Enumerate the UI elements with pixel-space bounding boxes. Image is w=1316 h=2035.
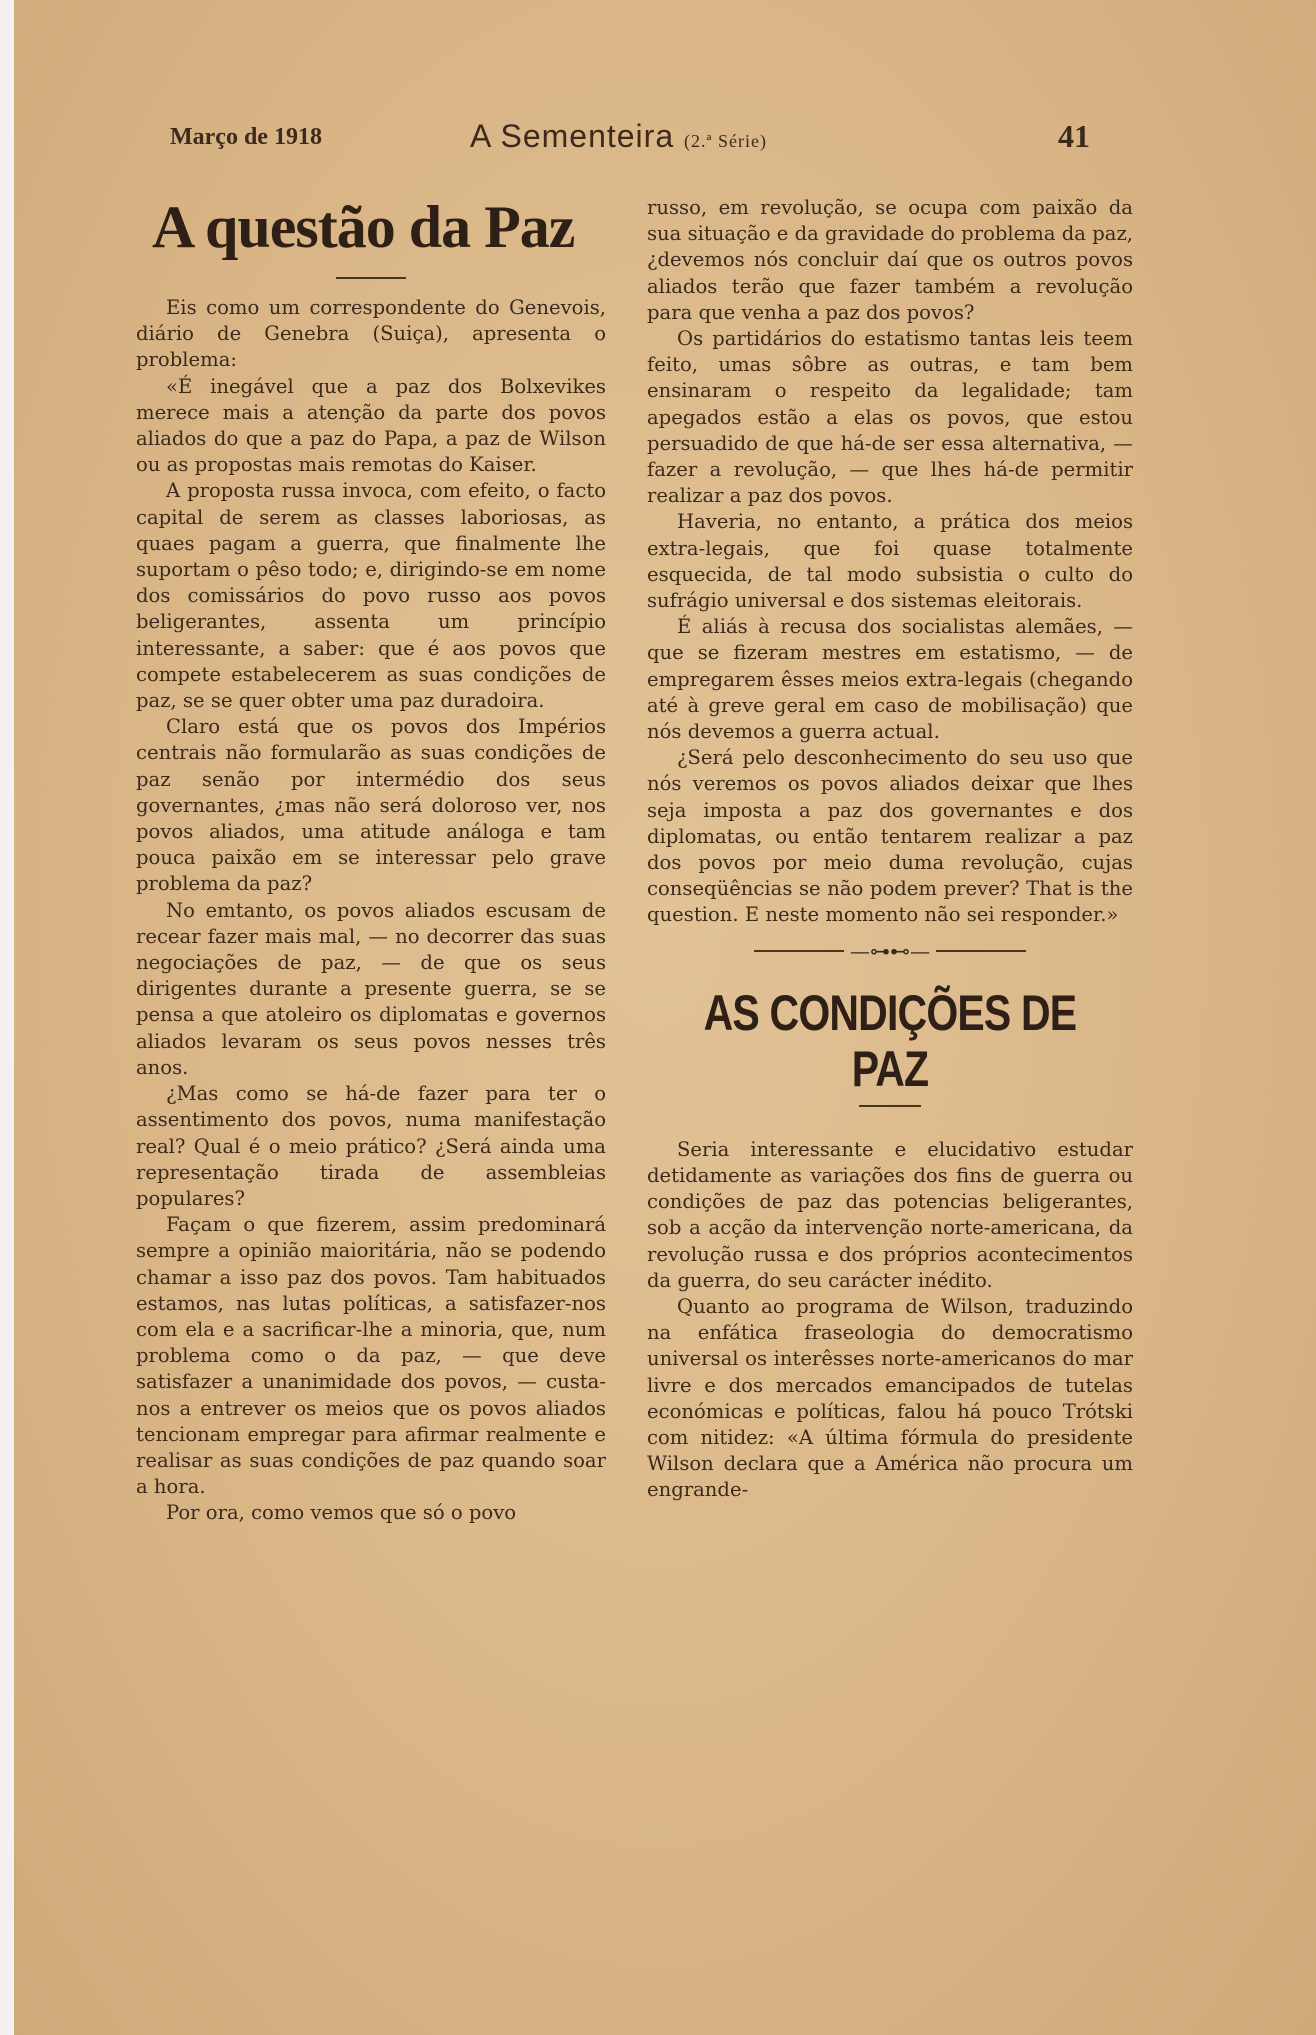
article-title: A questão da Paz: [152, 194, 575, 260]
paragraph: Façam o que fizerem, assim predominará sempre a opinião maioritária, não se podendo chamar a isso paz dos povos. Tam habituados estamos, nas lutas políticas, a satisfazer-nos com ela e a sacrificar-lhe a minoria, que, num problema como o da paz, — que deve satisfazer a unanimidade dos povos, — custa-nos a entrever os meios que os povos aliados tencionam empregar para afirmar realmente e realisar as suas condições de paz quando soar a hora.: [136, 1213, 606, 1499]
paragraph: É aliás à recusa dos socialistas alemães, — que se fizeram mestres em estatismo, — de empregarem êsses meios extra-legais (chegando até à greve geral em caso de mobilisação) que nós devemos a guerra actual.: [647, 615, 1133, 744]
paragraph: Eis como um correspondente do Genevois, diário de Genebra (Suiça), apresenta o problema:: [136, 296, 606, 372]
paragraph: Quanto ao programa de Wilson, traduzindo na enfática fraseologia do democratismo universal os interêsses norte-americanos do mar livre e dos mercados emancipados de tutelas económicas e políticas, falou há pouco Trótski com nitidez: «A última fórmula do presidente Wilson declara que a América não procura um engrande-: [647, 1294, 1133, 1502]
torn-edge: [0, 0, 14, 2035]
paragraph: Seria interessante e elucidativo estudar detidamente as variações dos fins de guerra ou condições de paz das potencias beligerantes, sob a acção da intervenção norte-americana, da revolução russa e dos próprios acontecimentos da guerra, do seu carácter inédito.: [647, 1137, 1133, 1292]
paragraph: No emtanto, os povos aliados escusam de recear fazer mais mal, — no decorrer das suas negociações de paz, — de que os seus dirigentes durante a presente guerra, se se pensa a que atoleiro os diplomatas e governos aliados levaram os seus povos nesses três anos.: [136, 898, 606, 1079]
paragraph: ¿Será pelo desconhecimento do seu uso que nós veremos os povos aliados deixar que lhes seja imposta a paz dos governantes e dos diplomatas, ou então tentarem realizar a paz dos povos por meio duma revolução, cujas conseqüências se não podem prever? That is the question. E neste momento não sei responder.»: [647, 746, 1133, 927]
paragraph: Haveria, no entanto, a prática dos meios extra-legais, que foi quase totalmente esquecida, de tal modo subsistia o culto do sufrágio universal e dos sistemas eleitorais.: [647, 510, 1133, 613]
article-title: AS CONDIÇÕES DE PAZ: [703, 984, 1077, 1097]
header-date: Março de 1918: [170, 124, 322, 150]
journal-series: (2.ª Série): [684, 131, 767, 151]
paragraph: russo, em revolução, se ocupa com paixão da sua situação e da gravidade do problema da paz, ¿devemos nós concluir daí que os outros povos aliados terão que fazer também a revolução para que venha a paz dos povos?: [647, 196, 1133, 324]
journal-name: A Sementeira: [470, 118, 675, 154]
paragraph: A proposta russa invoca, com efeito, o facto capital de serem as classes laboriosas, as quaes pagam a guerra, que finalmente lhe suportam o pêso todo; e, dirigindo-se em nome dos comissários do povo russo aos povos beligerantes, assenta um princípio interessante, a saber: que é aos povos que compete estabelecerem as suas condições de paz, se se quer obter uma paz duradoira.: [136, 479, 606, 713]
header-journal: [470, 118, 767, 155]
paragraph: Claro está que os povos dos Impérios centrais não formularão as suas condições de paz senão por intermédio dos seus governantes, ¿mas não será doloroso ver, nos povos aliados, uma atitude análoga e tam pouca paixão em se interessar pelo grave problema da paz?: [136, 715, 606, 896]
paragraph: «É inegável que a paz dos Bolxevikes merece mais a atenção da parte dos povos aliados do que a paz do Papa, a paz de Wilson ou as propostas mais remotas do Kaiser.: [136, 374, 606, 477]
paragraph: Os partidários do estatismo tantas leis teem feito, umas sôbre as outras, e tam bem ensinaram o respeito da legalidade; tam apegados estão a elas os povos, que estou persuadido de que há-de ser essa alternativa, — fazer a revolução, — que lhes há-de permitir realizar a paz dos povos.: [647, 327, 1133, 508]
page-number: 41: [1058, 118, 1090, 154]
paragraph: Por ora, como vemos que só o povo: [166, 1501, 517, 1525]
section-divider: [647, 939, 1133, 963]
page-header: [160, 118, 1120, 168]
title-rule: [336, 277, 406, 279]
paragraph: ¿Mas como se há-de fazer para ter o assentimento dos povos, numa manifestação real? Qual é o meio prático? ¿Será ainda uma representação tirada de assembleias populares?: [136, 1082, 606, 1210]
divider-ornament: —⊶⊷—: [850, 938, 930, 963]
title-rule: [859, 1105, 921, 1107]
left-column: [136, 195, 606, 1527]
right-column: [647, 195, 1133, 1504]
